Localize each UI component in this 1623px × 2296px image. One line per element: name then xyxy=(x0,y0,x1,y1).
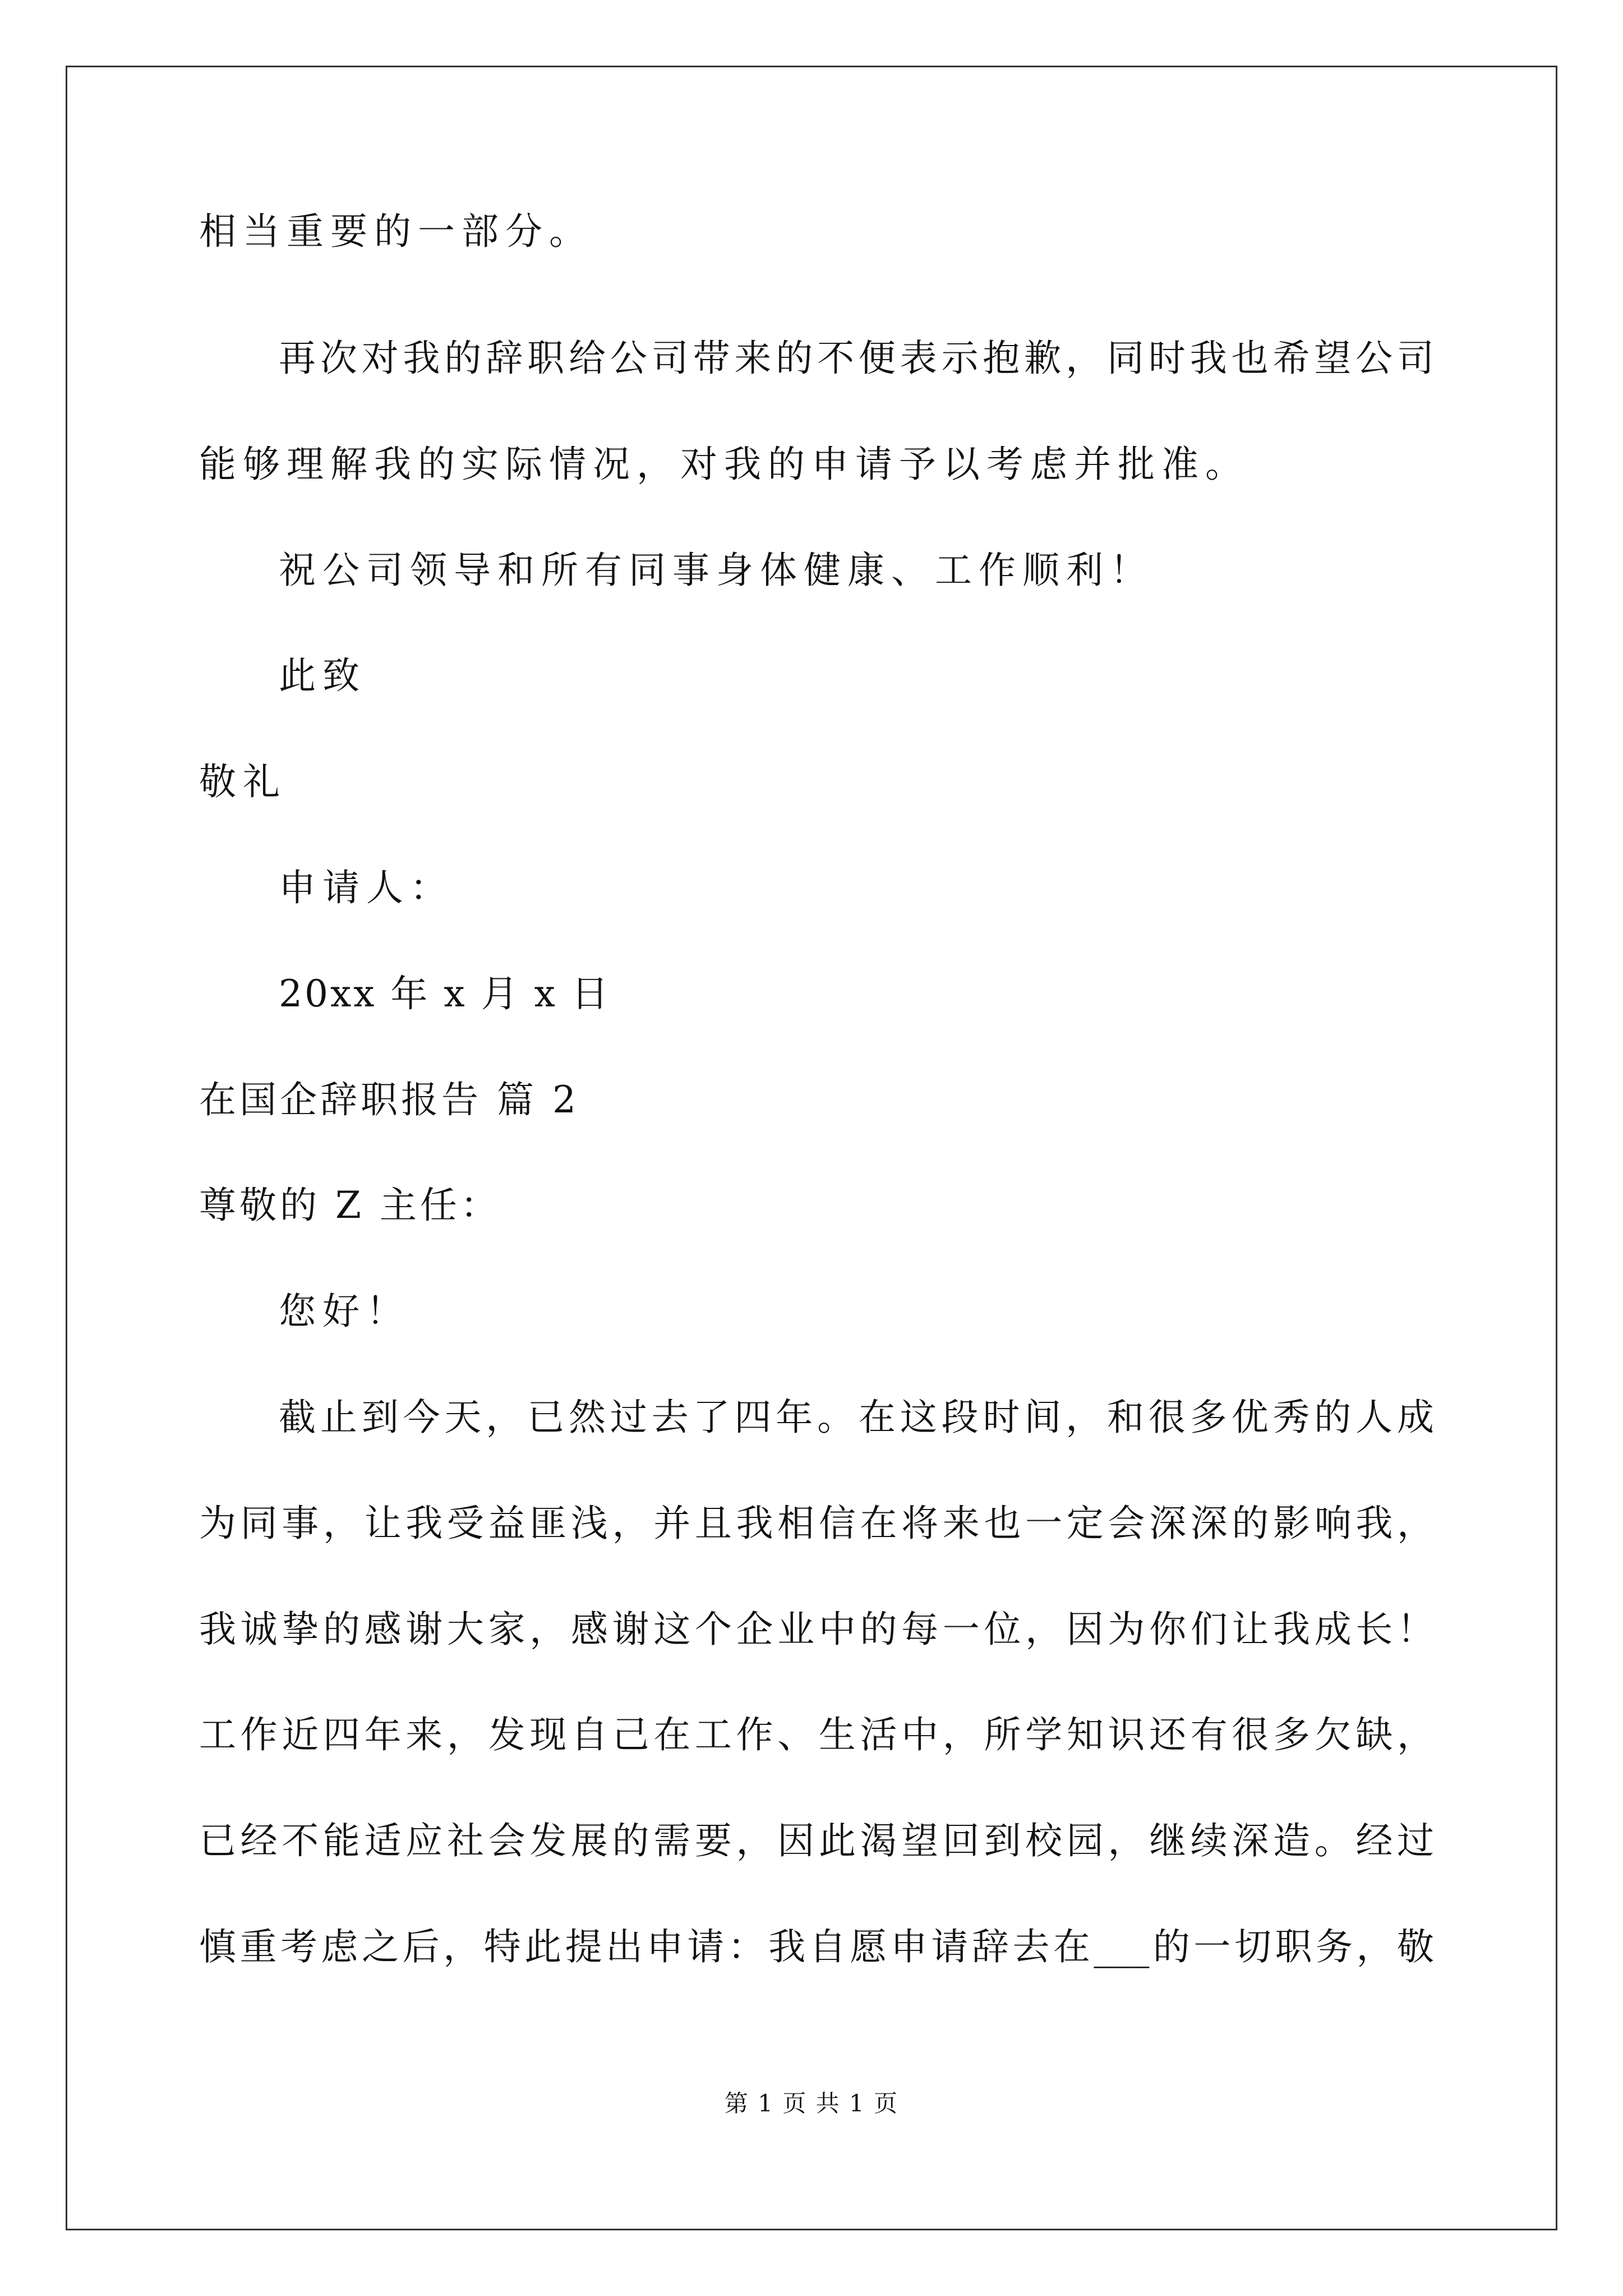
text-line-1: 相当重要的一部分。 xyxy=(199,210,593,253)
greeting-line: 您好！ xyxy=(279,1290,410,1333)
applicant-line: 申请人： xyxy=(279,866,454,909)
text-line-15: 工作近四年来，发现自己在工作、生活中，所学知识还有很多欠缺， xyxy=(199,1713,1434,1756)
addressee-line: 尊敬的 Z 主任： xyxy=(199,1184,501,1227)
text-line-3: 能够理解我的实际情况，对我的申请予以考虑并批准。 xyxy=(199,443,1249,486)
text-line-4: 祝公司领导和所有同事身体健康、工作顺利！ xyxy=(279,549,1154,592)
text-line-13: 为同事，让我受益匪浅，并且我相信在将来也一定会深深的影响我， xyxy=(199,1502,1434,1545)
section-heading: 在国企辞职报告 篇 2 xyxy=(199,1078,579,1121)
text-line-17: 慎重考虑之后，特此提出申请：我自愿申请辞去在___的一切职务，敬 xyxy=(199,1925,1434,1968)
text-line-14: 我诚挚的感谢大家，感谢这个企业中的每一位，因为你们让我成长！ xyxy=(199,1608,1434,1651)
salutation-line: 此致 xyxy=(279,654,366,697)
date-line: 20xx 年 x 月 x 日 xyxy=(279,972,611,1015)
page-border xyxy=(66,66,1557,2230)
text-line-12: 截止到今天，已然过去了四年。在这段时间，和很多优秀的人成 xyxy=(279,1396,1434,1439)
text-line-16: 已经不能适应社会发展的需要，因此渴望回到校园，继续深造。经过 xyxy=(199,1819,1434,1862)
page-footer: 第 1 页 共 1 页 xyxy=(724,2090,899,2117)
text-line-2: 再次对我的辞职给公司带来的不便表示抱歉，同时我也希望公司 xyxy=(279,337,1434,380)
regards-line: 敬礼 xyxy=(199,760,287,803)
